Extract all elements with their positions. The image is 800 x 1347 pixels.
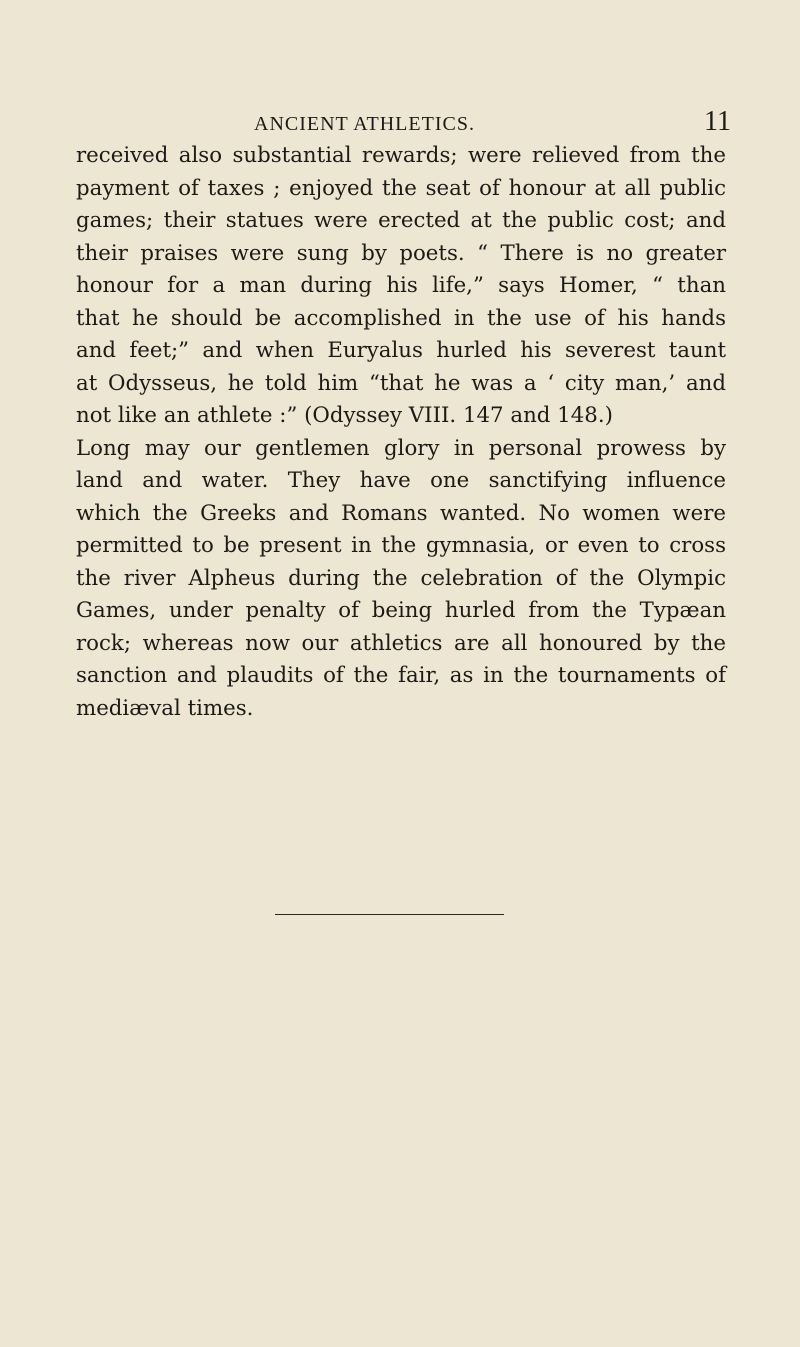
body-paragraph xyxy=(76,140,726,725)
text-line: received also substantial rewards; were relieved from the xyxy=(76,143,726,168)
text-line: mediæval times. xyxy=(76,695,254,721)
running-title: ANCIENT ATHLETICS. xyxy=(254,113,475,135)
text-line: land and water. They have one sanctifying influence xyxy=(76,468,726,493)
text-line: honour for a man during his life,” says Homer, “ than xyxy=(76,273,726,298)
text-line: Games, under penalty of being hurled from the Typæan xyxy=(76,598,726,623)
text-line: games; their statues were erected at the public cost; and xyxy=(76,208,726,233)
text-line: payment of taxes ; enjoyed the seat of honour at all public xyxy=(76,175,726,201)
page-number: 11 xyxy=(704,106,731,137)
text-line: the river Alpheus during the celebration of the Olympic xyxy=(76,565,726,591)
text-line: not like an athlete :” (Odyssey VIII. 147 and 148.) xyxy=(76,403,613,428)
text-line: sanction and plaudits of the fair, as in the tournaments of xyxy=(76,663,726,688)
text-line: and feet;” and when Euryalus hurled his severest taunt xyxy=(76,338,726,363)
text-line: permitted to be present in the gymnasia, or even to cross xyxy=(76,533,726,558)
text-line: their praises were sung by poets. “ There is no greater xyxy=(76,240,726,266)
text-line: at Odysseus, he told him “that he was a ‘ city man,’ and xyxy=(76,370,726,396)
text-line: which the Greeks and Romans wanted. No women were xyxy=(76,500,726,526)
text-line: rock; whereas now our athletics are all honoured by the xyxy=(76,630,726,656)
footnote-rule xyxy=(275,914,504,915)
text-line: Long may our gentlemen glory in personal prowess by xyxy=(76,435,726,461)
text-line: that he should be accomplished in the use of his hands xyxy=(76,305,726,331)
